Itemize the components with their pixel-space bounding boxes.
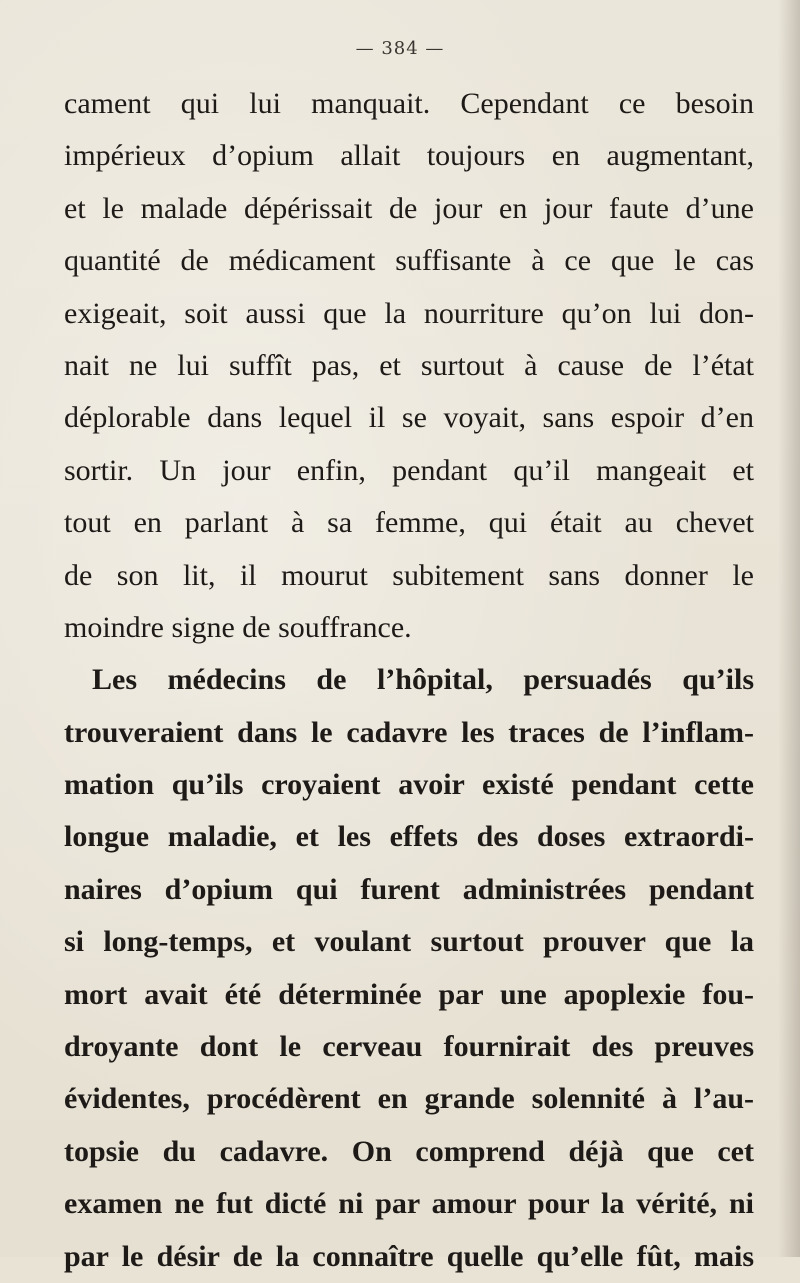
paragraph-1 (64, 78, 754, 654)
text-line: cament qui lui manquait. Cependant ce besoin (64, 87, 754, 120)
text-line: par le désir de la connaître quelle qu’elle fût, mais (64, 1239, 754, 1273)
text-line: Les médecins de l’hôpital, persuadés qu’ils (92, 663, 754, 697)
text-line: longue maladie, et les effets des doses extraordi- (64, 820, 754, 854)
page-edge-shadow (778, 0, 800, 1257)
text-line: tout en parlant à sa femme, qui était au chevet (64, 506, 754, 540)
page-number: — 384 — (355, 38, 445, 59)
text-line: déplorable dans lequel il se voyait, sans espoir d’en (64, 401, 754, 435)
text-line: et le malade dépérissait de jour en jour faute d’une (64, 191, 754, 225)
text-line: quantité de médicament suffisante à ce que le cas (64, 244, 754, 278)
text-line: trouveraient dans le cadavre les traces de l’inflam- (64, 715, 754, 749)
body-text (64, 78, 754, 1283)
text-line: moindre signe de souffrance. (64, 610, 412, 644)
text-line: mation qu’ils croyaient avoir existé pendant cette (64, 768, 754, 802)
text-line: examen ne fut dicté ni par amour pour la vérité, ni (64, 1187, 754, 1221)
text-line: si long-temps, et voulant surtout prouver que la (64, 925, 754, 959)
text-line: nait ne lui suffît pas, et surtout à cause de l’état (64, 348, 754, 382)
text-line: impérieux d’opium allait toujours en augmentant, (64, 139, 754, 173)
paragraph-2 (64, 654, 754, 1283)
text-line: naires d’opium qui furent administrées pendant (64, 872, 754, 906)
text-line: topsie du cadavre. On comprend déjà que cet (64, 1134, 754, 1168)
text-line: mort avait été déterminée par une apoplexie fou- (64, 977, 754, 1011)
text-line: sortir. Un jour enfin, pendant qu’il mangeait et (64, 453, 754, 487)
text-line: droyante dont le cerveau fournirait des preuves (64, 1030, 754, 1064)
text-line: de son lit, il mourut subitement sans donner le (64, 558, 754, 592)
text-line: exigeait, soit aussi que la nourriture qu’on lui don- (64, 296, 754, 330)
text-line: évidentes, procédèrent en grande solennité à l’au- (64, 1082, 754, 1116)
